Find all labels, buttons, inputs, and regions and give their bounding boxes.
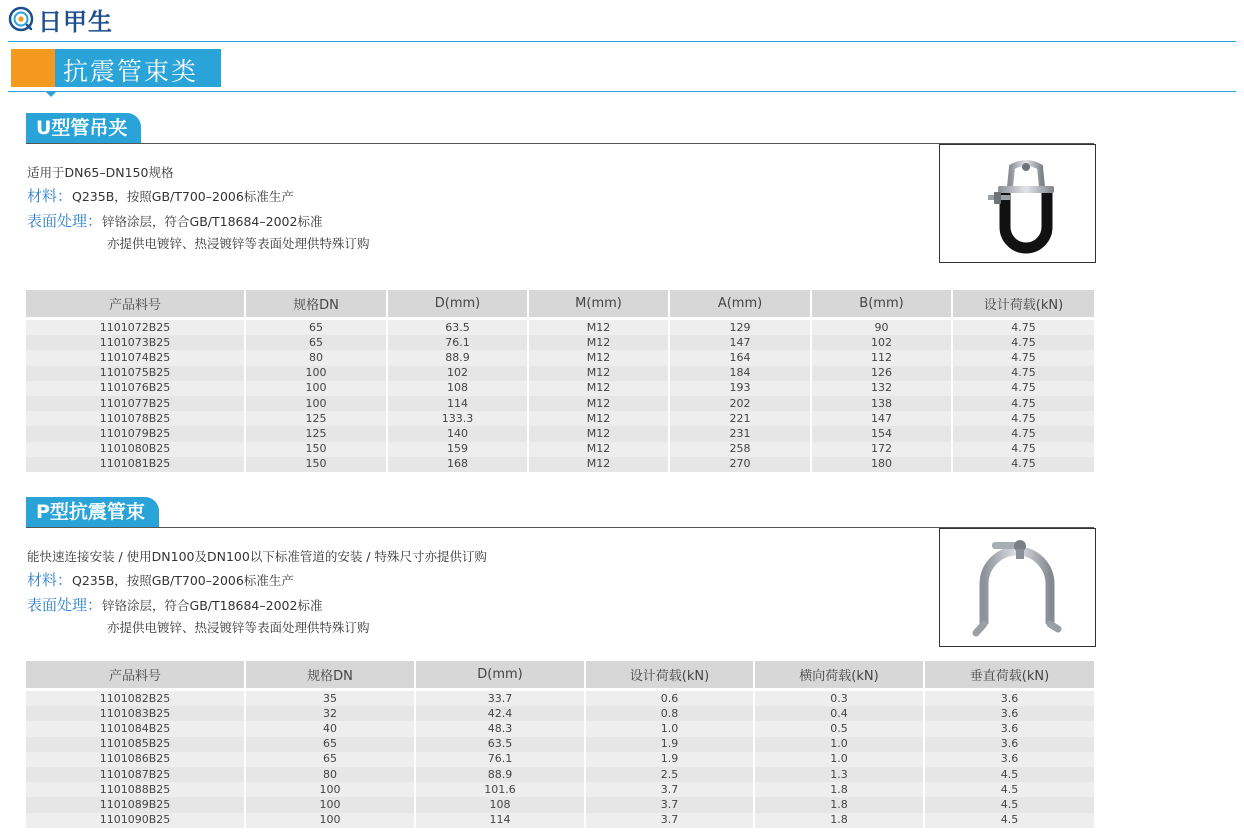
usage-text: 能快速连接安装 / 使用DN100及DN100以下标准管道的安装 / 特殊尺寸亦提供订购 <box>27 549 487 564</box>
table-cell: 4.5 <box>1000 767 1019 781</box>
column-header: B(mm) <box>811 290 952 317</box>
table-cell: M12 <box>528 426 669 441</box>
table-cell: 0.4 <box>754 706 924 721</box>
table-row <box>26 350 1094 365</box>
table-cell: 138 <box>811 396 952 411</box>
table-cell: 4.75 <box>1011 442 1036 456</box>
column-header: 规格DN <box>245 290 387 317</box>
table-cell: 1.9 <box>585 752 754 767</box>
table-cell: 258 <box>669 442 811 457</box>
table-cell: 1101075B25 <box>26 366 245 381</box>
table-cell: 1101072B25 <box>26 320 245 335</box>
table-cell: 101.6 <box>415 782 585 797</box>
table-cell: 65 <box>245 335 387 350</box>
table-row <box>26 797 1094 812</box>
table-cell: 4.75 <box>1011 411 1036 425</box>
table-cell: 1101089B25 <box>26 797 245 812</box>
table-cell: 35 <box>245 691 415 706</box>
usage-text: 适用于DN65–DN150规格 <box>27 165 174 180</box>
table-cell: 270 <box>669 457 811 472</box>
table-cell: 114 <box>387 396 528 411</box>
table-cell: 172 <box>811 442 952 457</box>
table-cell: M12 <box>528 442 669 457</box>
table-cell: 140 <box>387 426 528 441</box>
table-cell: 164 <box>669 350 811 365</box>
section-divider <box>26 527 1094 528</box>
table-cell: 108 <box>415 797 585 812</box>
table-cell: 184 <box>669 366 811 381</box>
table-cell: 65 <box>245 320 387 335</box>
table-cell: 33.7 <box>415 691 585 706</box>
table-cell: 4.5 <box>1000 813 1019 827</box>
column-header: M(mm) <box>528 290 669 317</box>
table-row <box>26 335 1094 350</box>
table-cell: 63.5 <box>387 320 528 335</box>
column-header: 横向荷载(kN) <box>754 661 924 688</box>
table-cell: 32 <box>245 706 415 721</box>
surface-text: 锌铬涂层，符合GB/T18684–2002标准 <box>102 598 323 613</box>
spec-table-p-clamp <box>26 661 1094 828</box>
table-row <box>26 396 1094 411</box>
table-cell: 125 <box>245 426 387 441</box>
table-cell: 221 <box>669 411 811 426</box>
table-cell: 100 <box>245 396 387 411</box>
surface-text: 锌铬涂层，符合GB/T18684–2002标准 <box>102 214 323 229</box>
table-row <box>26 457 1094 472</box>
table-body <box>26 320 1094 472</box>
p-clamp-illustration <box>940 529 1095 646</box>
table-row <box>26 366 1094 381</box>
table-cell: 102 <box>811 335 952 350</box>
table-row <box>26 752 1094 767</box>
table-cell: 76.1 <box>387 335 528 350</box>
table-row <box>26 737 1094 752</box>
table-cell: 1101090B25 <box>26 813 245 828</box>
table-cell: 100 <box>245 381 387 396</box>
table-cell: 102 <box>387 366 528 381</box>
table-cell: 1.0 <box>754 752 924 767</box>
table-row <box>26 691 1094 706</box>
table-cell: 4.75 <box>1011 381 1036 395</box>
section-description <box>27 162 370 254</box>
table-cell: 1101087B25 <box>26 767 245 782</box>
brand-logo-icon <box>8 6 34 32</box>
table-cell: 63.5 <box>415 737 585 752</box>
table-row <box>26 381 1094 396</box>
table-row <box>26 782 1094 797</box>
table-cell: 1101078B25 <box>26 411 245 426</box>
column-header: 垂直荷载(kN) <box>924 661 1094 688</box>
table-cell: 100 <box>245 782 415 797</box>
banner-accent <box>11 49 55 87</box>
table-cell: 0.6 <box>585 691 754 706</box>
table-body <box>26 691 1094 828</box>
column-header: A(mm) <box>669 290 811 317</box>
table-cell: 1.8 <box>754 797 924 812</box>
section-title-u-clamp: U型管吊夹 <box>26 113 141 144</box>
table-cell: 100 <box>245 366 387 381</box>
table-row <box>26 320 1094 335</box>
table-cell: 1101082B25 <box>26 691 245 706</box>
table-cell: 1.0 <box>754 737 924 752</box>
table-cell: 147 <box>811 411 952 426</box>
table-cell: 4.75 <box>1011 320 1036 334</box>
table-cell: 4.75 <box>1011 335 1036 349</box>
section-divider <box>26 143 1094 144</box>
table-cell: 1101085B25 <box>26 737 245 752</box>
banner-divider <box>8 91 1236 92</box>
material-label: 材料： <box>27 187 73 205</box>
table-cell: 90 <box>811 320 952 335</box>
table-cell: 0.3 <box>754 691 924 706</box>
table-cell: 1101074B25 <box>26 350 245 365</box>
table-row <box>26 442 1094 457</box>
table-cell: 3.7 <box>585 797 754 812</box>
table-cell: 42.4 <box>415 706 585 721</box>
page-banner <box>11 49 221 87</box>
table-row <box>26 721 1094 736</box>
surface-extra-text: 亦提供电镀锌、热浸镀锌等表面处理供特殊订购 <box>107 236 370 251</box>
surface-label: 表面处理： <box>27 212 103 230</box>
table-cell: 1101081B25 <box>26 457 245 472</box>
table-cell: 4.5 <box>1000 782 1019 796</box>
table-cell: 147 <box>669 335 811 350</box>
table-cell: 1101073B25 <box>26 335 245 350</box>
table-cell: 125 <box>245 411 387 426</box>
table-cell: 150 <box>245 442 387 457</box>
table-cell: 65 <box>245 737 415 752</box>
table-cell: 88.9 <box>387 350 528 365</box>
table-cell: 4.75 <box>1011 457 1036 471</box>
table-cell: 3.6 <box>1000 752 1019 766</box>
table-cell: 1.8 <box>754 782 924 797</box>
material-text: Q235B，按照GB/T700–2006标准生产 <box>72 573 294 588</box>
table-cell: 1101083B25 <box>26 706 245 721</box>
table-cell: 133.3 <box>387 411 528 426</box>
table-cell: 154 <box>811 426 952 441</box>
table-cell: 112 <box>811 350 952 365</box>
table-row <box>26 706 1094 721</box>
column-header: D(mm) <box>415 661 585 688</box>
material-text: Q235B，按照GB/T700–2006标准生产 <box>72 189 294 204</box>
table-cell: 1.0 <box>585 721 754 736</box>
table-cell: M12 <box>528 396 669 411</box>
section-title-p-clamp: P型抗震管束 <box>26 497 159 528</box>
table-cell: 168 <box>387 457 528 472</box>
table-cell: M12 <box>528 381 669 396</box>
table-cell: M12 <box>528 335 669 350</box>
product-photo-u-clamp <box>939 144 1096 263</box>
table-cell: 80 <box>245 350 387 365</box>
table-cell: 108 <box>387 381 528 396</box>
table-cell: 0.8 <box>585 706 754 721</box>
table-cell: 88.9 <box>415 767 585 782</box>
table-cell: 132 <box>811 381 952 396</box>
table-cell: 65 <box>245 752 415 767</box>
table-cell: 1101080B25 <box>26 442 245 457</box>
u-clamp-illustration <box>940 145 1095 262</box>
header-divider <box>8 41 1236 42</box>
table-cell: 1101086B25 <box>26 752 245 767</box>
product-photo-p-clamp <box>939 528 1096 647</box>
table-cell: 231 <box>669 426 811 441</box>
table-cell: 3.6 <box>1000 721 1019 735</box>
column-header: 产品料号 <box>26 290 245 317</box>
table-cell: M12 <box>528 411 669 426</box>
table-cell: 4.75 <box>1011 426 1036 440</box>
table-cell: 1.3 <box>754 767 924 782</box>
table-cell: 1.9 <box>585 737 754 752</box>
spec-table-u-clamp <box>26 290 1094 472</box>
table-header-row <box>26 290 1094 317</box>
table-cell: 4.75 <box>1011 366 1036 380</box>
column-header: 产品料号 <box>26 661 245 688</box>
table-cell: 1101079B25 <box>26 426 245 441</box>
table-row <box>26 426 1094 441</box>
column-header: 设计荷载(kN) <box>585 661 754 688</box>
column-header: D(mm) <box>387 290 528 317</box>
table-cell: 1.8 <box>754 813 924 828</box>
table-row <box>26 813 1094 828</box>
table-cell: 80 <box>245 767 415 782</box>
table-cell: 3.7 <box>585 813 754 828</box>
table-cell: 193 <box>669 381 811 396</box>
table-cell: 150 <box>245 457 387 472</box>
table-cell: 114 <box>415 813 585 828</box>
table-cell: 3.6 <box>1000 691 1019 705</box>
table-cell: 100 <box>245 797 415 812</box>
table-cell: 4.75 <box>1011 350 1036 364</box>
table-row <box>26 411 1094 426</box>
table-cell: 2.5 <box>585 767 754 782</box>
table-cell: 48.3 <box>415 721 585 736</box>
table-cell: 4.75 <box>1011 396 1036 410</box>
table-cell: M12 <box>528 366 669 381</box>
banner-caret-icon <box>46 92 56 97</box>
table-cell: 76.1 <box>415 752 585 767</box>
column-header: 设计荷载(kN) <box>952 290 1094 317</box>
table-cell: 180 <box>811 457 952 472</box>
table-cell: 3.6 <box>1000 706 1019 720</box>
table-cell: 1101084B25 <box>26 721 245 736</box>
table-cell: M12 <box>528 320 669 335</box>
table-cell: 202 <box>669 396 811 411</box>
table-cell: 1101077B25 <box>26 396 245 411</box>
table-cell: 159 <box>387 442 528 457</box>
table-cell: 1101088B25 <box>26 782 245 797</box>
material-label: 材料： <box>27 571 73 589</box>
column-header: 规格DN <box>245 661 415 688</box>
table-cell: 0.5 <box>754 721 924 736</box>
table-cell: 3.7 <box>585 782 754 797</box>
table-cell: 40 <box>245 721 415 736</box>
table-cell: 129 <box>669 320 811 335</box>
table-cell: 126 <box>811 366 952 381</box>
table-header-row <box>26 661 1094 688</box>
table-cell: M12 <box>528 350 669 365</box>
brand-logo <box>8 4 113 34</box>
table-row <box>26 767 1094 782</box>
brand-name: 日甲生 <box>38 7 113 36</box>
table-cell: 100 <box>245 813 415 828</box>
page-title: 抗震管束类 <box>63 57 199 86</box>
table-cell: 3.6 <box>1000 737 1019 751</box>
table-cell: M12 <box>528 457 669 472</box>
surface-label: 表面处理： <box>27 596 103 614</box>
table-cell: 1101076B25 <box>26 381 245 396</box>
table-cell: 4.5 <box>1000 797 1019 811</box>
surface-extra-text: 亦提供电镀锌、热浸镀锌等表面处理供特殊订购 <box>107 620 370 635</box>
section-description <box>27 546 487 638</box>
